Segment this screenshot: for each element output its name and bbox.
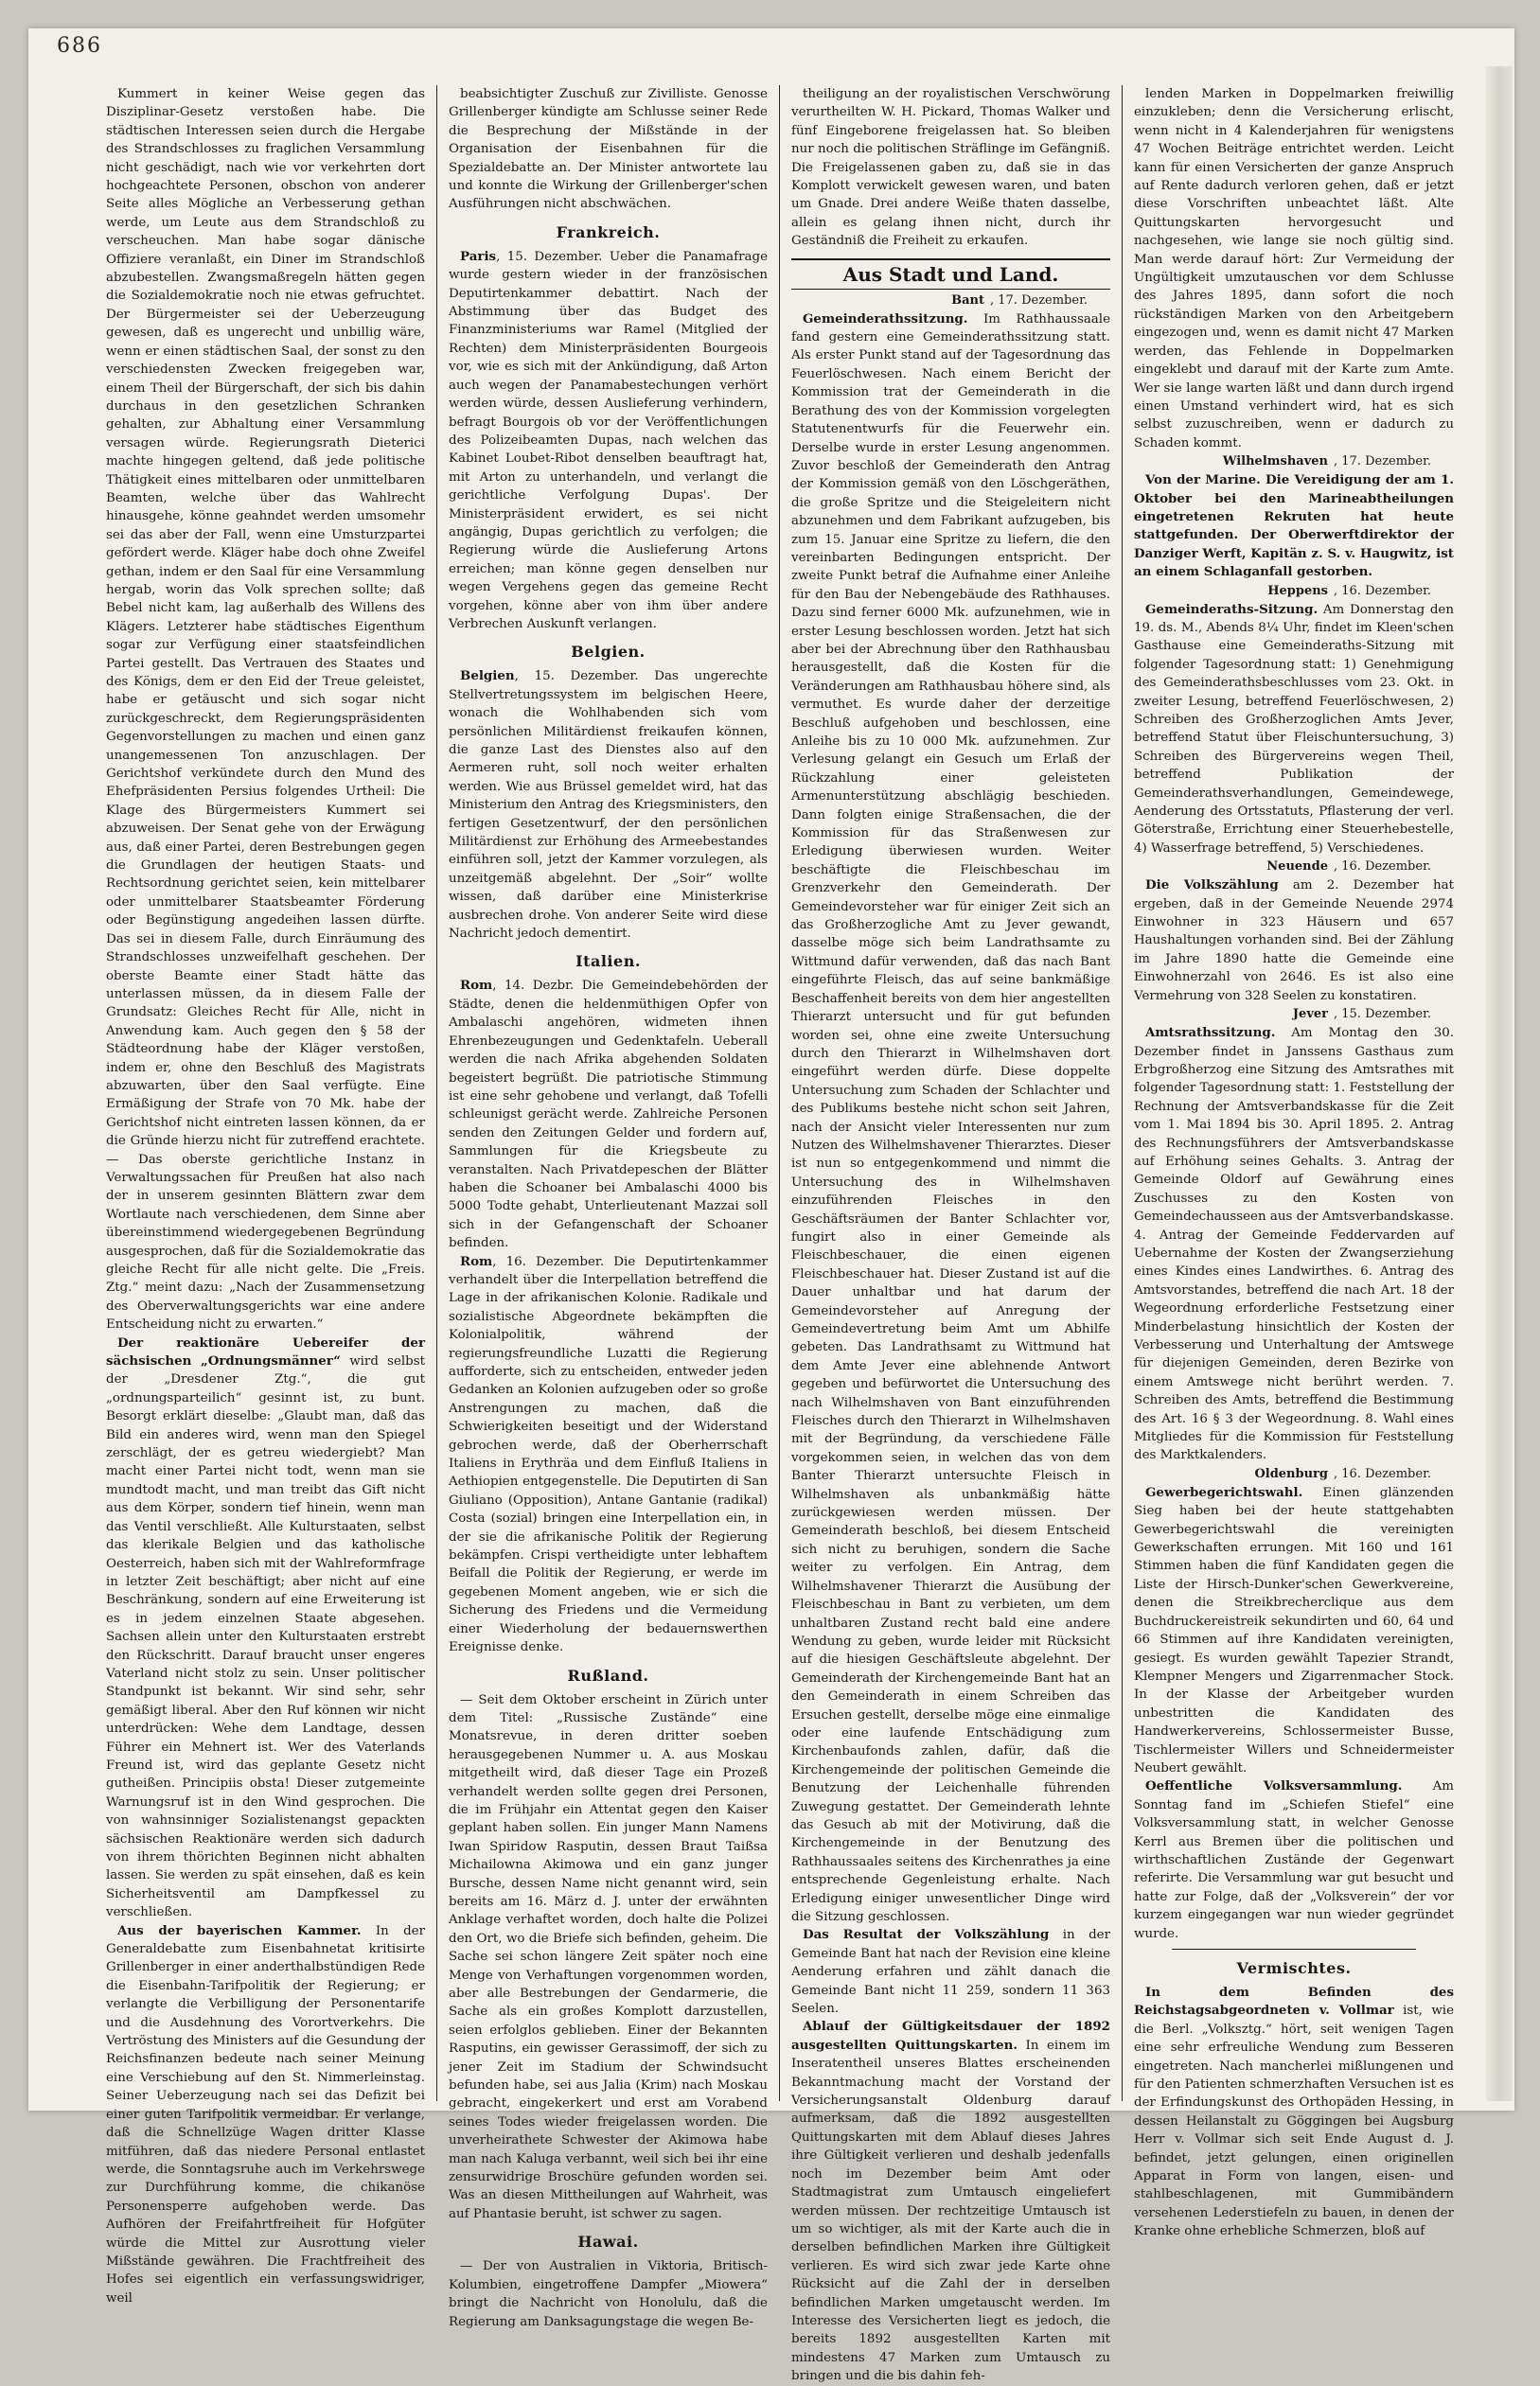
article-body: in der Gemeinde Bant hat nach der Revision eine kleine Aenderung erfahren und zählt danach die Gemeinde Bant nicht 11 259, sondern 11 363 Seelen. xyxy=(791,1928,1110,2017)
article-paragraph: theiligung an der royalistischen Verschwörung verurtheilten W. H. Pickard, Thomas Walker und fünf Eingeborene freigelassen hat. So bleiben nur noch die politischen Sträflinge im Gefängniß. Die Freigelassenen gaben zu, daß sie in das Komplott verwickelt gewesen waren, und baten um Gnade. Drei andere Weiße thaten dasselbe, allein es gelang ihnen nicht, durch ihr Geständniß die Freiheit zu erkaufen. xyxy=(791,87,1110,249)
dateline: Paris xyxy=(460,248,497,264)
article-body: Am Donnerstag den 19. ds. M., Abends 8¼ Uhr, findet im Kleen'schen Gasthause eine Gemeinderaths-Sitzung mit folgender Tagesordnung statt: 1) Genehmigung des Gemeinderathsbeschlusses vom 23. Okt. in zweiter Lesung, betreffend Feuerlöschwesen, 2) Schreiben des Großherzoglichen Amts Jever, betreffend Statut über Fleischuntersuchung, 3) Schreiben des Bürgervereins wegen Theil, betreffend Publikation der Gemeinderathsverhandlungen, Gemeindewege, Aenderung des Ortsstatuts, Pflasterung der verl. Göterstraße, Errichtung einer Steuerhebestelle, 4) Wasserfrage betreffend, 5) Verschiedenes. xyxy=(1134,602,1454,856)
article-paragraph: lenden Marken in Doppelmarken freiwillig einzukleben; denn die Versicherung erlischt, wenn nicht in 4 Kalenderjahren für wenigstens 47 Wochen Beiträge entrichtet werden. Leicht kann für einen Versicherten der ganze Anspruch auf Rente dadurch verloren gehen, daß er jetzt diese Vorschriften unbeachtet läßt. Alte Quittungskarten hervorgesucht und nachgesehen, wie lange sie noch gültig sind. Man werde darauf hört: Zur Vermeidung der Ungültigkeit umzutauschen vor dem Schlusse des Jahres 1895, dann sofort die noch rückständigen Marken von den Arbeitgebern eingezogen und, wenn es damit nicht 47 Marken werden, das Fehlende in Doppelmarken eingeklebt und darauf mit der Karte zum Amte. Wer sie lange warten läßt und dann durch irgend einen Umstand verhindert wird, hat es sich selbst zuzuschreiben, wenn er dadurch zu Schaden kommt. xyxy=(1134,87,1454,451)
article-lead: Ablauf der Gültigkeitsdauer der 1892 ausgestellten Quittungskarten. xyxy=(791,2019,1110,2053)
article-paragraph xyxy=(106,1334,425,1922)
section-divider xyxy=(1172,1949,1416,1950)
section-heading-france: Frankreich. xyxy=(556,222,661,241)
article-body: , 16. Dezember. Die Deputirtenkammer verhandelt über die Interpellation betreffend die Lage in der afrikanischen Kolonie. Radikale und sozialistische Abgeordnete bekämpften die Kolonialpolitik, während der regierungsfreundliche Luzatti die Regierung aufforderte, sich zu entscheiden, entweder jeden Gedanken an Kolonien aufzugeben oder so große Anstrengungen zu machen, daß die Schwierigkeiten beseitigt und der Widerstand gebrochen werde, daß der Oberherrschaft Italiens in Erythräa und dem Einfluß Italiens in Aethiopien entgegenstelle. Die Deputirten di San Giuliano (Opposition), Antane Gantanie (radikal) Costa (sozial) bringen eine Interpellation ein, in der sie die afrikanische Politik der Regierung bekämpfen. Crispi vertheidigte unter lebhaftem Beifall die Politik der Regierung, er werde im gegebenen Moment angeben, wie er sich die Sicherung des Friedens und die Vermeidung einer Wiederholung der bedauernswerthen Ereignisse denke. xyxy=(449,1254,768,1655)
column-4 xyxy=(1123,85,1465,2239)
article-paragraph xyxy=(1134,471,1454,581)
article-paragraph: beabsichtigter Zuschuß zur Zivilliste. Genosse Grillenberger kündigte am Schlusse seiner Rede die Besprechung der Mißstände in der Organisation der Eisenbahnen für die Spezialdebatte an. Der Minister antwortete lau und konnte die Wirkung der Grillenberger'schen Ausführungen nicht abschwächen. xyxy=(449,87,768,212)
article-paragraph xyxy=(1134,1024,1454,1465)
article-body: Einen glänzenden Sieg haben bei der heute stattgehabten Gewerbegerichtswahl die vereinigten Gewerkschaften errungen. Mit 160 und 161 Stimmen haben die fünf Kandidaten gegen die Liste der Hirsch-Dunker'schen Gewerkvereine, denen die Streikbrecherclique aus dem Buchdruckereistreik sekundirten und 60, 64 und 66 Stimmen auf ihre Kandidaten vereinigten, gesiegt. Es wurden gewählt Tapezier Strandt, Klempner Mengers und Zigarrenmacher Stock. In der Klasse der Arbeitgeber wurden unbestritten die Kandidaten des Handwerkervereins, Schlossermeister Busse, Tischlermeister Willers und Schneidermeister Neubert gewählt. xyxy=(1134,1485,1454,1776)
section-heading-italy: Italien. xyxy=(575,952,641,971)
article-body: In der Generaldebatte zum Eisenbahnetat kritisirte Grillenberger in einer anderthalbstündigen Rede die Eisenbahn-Tarifpolitik der Regierung; er verlangte die Verbilligung der Personentarife und die Ausdehnung des Vorortverkehrs. Die Vertröstung des Ministers auf die Gesundung der Reichsfinanzen bedeute nach seiner Meinung eine Verschiebung auf den St. Nimmerleinstag. Seiner Ueberzeugung nach sei das Defizit bei einer guten Tarifpolitik vermeidbar. Er verlange, daß die Schnellzüge Wagen dritter Klasse mitführen, daß das niedere Personal entlastet werde, die Sonntagsruhe auch im Verkehrswege zur Durchführung komme, die chikanöse Personensperre aufgehoben werde. Das Aufhören der Freifahrtfreiheit für Hofgüter würde die Mittel zur Ausrottung vieler Mißstände gewähren. Die Frachtfreiheit des Hofes sei eigentlich ein verfassungswidriger, weil xyxy=(106,1923,425,2306)
article-paragraph xyxy=(449,248,768,634)
article-body: Im Rathhaussaale fand gestern eine Gemeinderathssitzung statt. Als erster Punkt stand auf der Tagesordnung das Feuerlöschwesen. Nach einem Bericht der Kommission trat der Gemeinderath in die Berathung des von der Kommission vorgelegten Statutenentwurfs für die Feuerwehr ein. Derselbe wurde in erster Lesung angenommen. Zuvor beschloß der Gemeinderath den Antrag der Kommission gemäß von den Löschgeräthen, die große Spritze und die Steigeleitern nicht abzunehmen und dem Fabrikant aufzugeben, bis zum 15. Januar eine Spritze zu liefern, die den vereinbarten Bedingungen entspricht. Der zweite Punkt betraf die Aufnahme einer Anleihe für den Bau der Nebengebäude des Rathhauses. Dazu sind ferner 6000 Mk. aufzunehmen, wie in erster Lesung beschlossen worden. Jetzt hat sich aber bei der Abrechnung über den Rathhausbau herausgestellt, daß die Kosten für die Veränderungen am Rathhausbau höhere sind, als vermuthet. Es wurde daher der derzeitige Beschluß aufgehoben und beschlossen, eine Anleihe bis zu 10 000 Mk. aufzunehmen. Zur Verlesung gelangt ein Gesuch um Erlaß der Rückzahlung einer geleisteten Armenunterstützung abschlägig beschieden. Dann folgten einige Straßensachen, die der Kommission für das Straßenwesen zur Erledigung überwiesen wurden. Weiter beschäftigte die Fleischbeschau im Grenzverkehr den Gemeinderath. Der Gemeindevorsteher war für einiger Zeit sich an das Großherzogliche Amt zu Jever gewandt, dasselbe möge sich beim Landrathsamte zu Wittmund dafür verwenden, daß das nach Bant eingeführte Fleisch, das auf seine bankmäßige Beschaffenheit bereits von dem hier angestellten Thierarzt untersucht und für gut befunden worden sei, ohne eine zweite Untersuchung durch den Thierarzt in Wilhelmshaven dort eingeführt werden dürfe. Diese doppelte Untersuchung zum Schaden der Schlachter und des Publikums bestehe nicht schon seit Jahren, nach der Ansicht vieler Interessenten nur zum Nutzen des Wilhelmshavener Thierarztes. Dieser ist nun so entgegenkommend und nimmt die Untersuchung des in Wilhelmshaven einzuführenden Fleisches in den Geschäftsräumen der Banter Schlachter vor, fungirt also in einer Gemeinde als Fleischbeschauer, die einen eigenen Fleischbeschauer hat. Dieser Zustand ist auf die Dauer unhaltbar und hat darum der Gemeindevorsteher auf Anregung der Gemeindevertretung beim Amt um Abhilfe gebeten. Das Landrathsamt zu Wittmund hat dem Amte Jever eine ablehnende Antwort gegeben und befürwortet die Untersuchung des nach Wilhelmshaven von Bant einzuführenden Fleisches durch den Thierarzt in Wilhelmshaven mit der Begründung, da verschiedene Fälle vorgekommen seien, in welchen das von dem Banter Thierarzt untersuchte Fleisch in Wilhelmshaven als unbankmäßig hätte zurückgewiesen werden müssen. Der Gemeinderath beschloß, bei diesem Entscheid sich nicht zu beruhigen, sondern die Sache weiter zu verfolgen. Ein Antrag, dem Wilhelmshavener Thierarzt die Ausübung der Fleischbeschau in Bant zu verbieten, um dem unhaltbaren Zustand recht bald eine andere Wendung zu geben, wurde leider mit Rücksicht auf die hiesigen Geschäftsleute abgelehnt. Der Gemeinderath der Kirchengemeinde Bant hat an den Gemeinderath in einem Schreiben das Ersuchen gestellt, derselbe möge eine einmalige oder eine laufende Entschädigung zum Kirchenbaufonds zahlen, dafür, daß die Kirchengemeinde der politischen Gemeinde die Benutzung der Leichenhalle führenden Zuwegung gestattet. Der Gemeinderath lehnte das Gesuch ab mit der Motivirung, daß die Kirchengemeinde in der Benutzung des Rathhaussaales seitens des Kirchenrathes ja eine entsprechende Gegenleistung erhalte. Nach Erledigung einiger unwesentlicher Dinge wird die Sitzung geschlossen. xyxy=(791,311,1110,1924)
dateline xyxy=(1134,857,1454,876)
article-lead: Von der Marine. xyxy=(1145,472,1261,488)
dateline xyxy=(1134,1465,1454,1484)
article-paragraph: — Seit dem Oktober erscheint in Zürich unter dem Titel: „Russische Zustände“ eine Monatsrevue, in deren dritter soeben herausgegebenen Nummer u. A. aus Moskau mitgetheilt wird, daß dieser Tage ein Prozeß verhandelt werden sollte gegen drei Personen, die im Frühjahr ein Attentat gegen den Kaiser geplant haben sollen. Ein junger Mann Namens Iwan Spiridow Rasputin, dessen Braut Taißsa Michailowna Akimowa und ein ganz junger Bursche, dessen Name nicht genannt wird, sein bereits am 16. März d. J. unter der erwähnten Anklage verhaftet worden, doch halte die Polizei den Ort, wo die Briefe sich befinden, geheim. Die Sache sei schon längere Zeit später noch eine Menge von Verhaftungen vorgenommen worden, aber alle Bestrebungen der Gendarmerie, die Sache als ein großes Komplott darzustellen, seien erfolglos geblieben. Einer der Bekannten Rasputins, ein gewisser Gerassimoff, der sich zu jener Zeit im Stadium der Schwindsucht befunden habe, sei aus Jalia (Krim) nach Moskau gebracht, eingekerkert und erst am Vorabend seines Todes wieder freigelassen worden. Die unverheirathete Schwester der Akimowa habe man nach Kaluga verbannt, weil sich bei ihr eine zensurwidrige Broschüre gefunden worden sei. Was an diesen Mittheilungen auf Wahrheit, was auf Phantasie beruht, ist schwer zu sagen. xyxy=(449,1692,768,2221)
article-paragraph xyxy=(449,667,768,943)
article-paragraph xyxy=(1134,1777,1454,1943)
article-body: am 2. Dezember hat ergeben, daß in der Gemeinde Neuende 2974 Einwohner in 323 Häusern und 657 Haushaltungen vorhanden sind. Bei der Zählung im Jahre 1890 hatte die Gemeinde eine Einwohnerzahl von 2646. Es ist also eine Vermehrung von 328 Seelen zu konstatiren. xyxy=(1134,878,1455,1003)
article-paragraph xyxy=(791,2018,1110,2385)
article-paragraph xyxy=(1134,601,1454,858)
article-body: , 14. Dezbr. Die Gemeindebehörden der Städte, denen die heldenmüthigen Opfer von Ambalaschi angehören, widmeten ihnen Ehrenbezeugungen und Gedenktafeln. Ueberall werden die nach Afrika abgehenden Soldaten begeistert begrüßt. Die patriotische Stimmung ist eine sehr gehobene und verlangt, daß Tofelli schleunigst gerächt werde. Zahlreiche Personen senden den Zeitungen Gelder und fordern auf, Sammlungen für die Kriegsbeute zu veranstalten. Nach Privatdepeschen der Blätter haben die Schoaner bei Ambalaschi 4000 bis 5000 Todte gehabt, Unterlieutenant Mazzai soll sich in der Gefangenschaft der Schoaner befinden. xyxy=(449,979,768,1251)
article-body: Am Montag den 30. Dezember findet in Janssens Gasthaus zum Erbgroßherzog eine Sitzung des Amtsrathes mit folgender Tagesordnung statt: 1. Feststellung der Rechnung der Amtsverbandskasse für die Zeit vom 1. Mai 1894 bis 30. April 1895. 2. Antrag des Rechnungsführers der Amtsverbandskasse auf Erhöhung seines Gehalts. 3. Antrag der Gemeinde Oldorf auf Gewährung eines Zuschusses zu den Kosten von Gemeindechausseen aus der Amtsverbandskasse. 4. Antrag der Gemeinde Feddervarden auf Uebernahme der Kosten der Zwangserziehung eines Kindes eines Landwirthes. 6. Antrag des Amtsvorstandes, betreffend die nach Art. 18 der Wegeordnung erforderliche Festsetzung einer Minderbelastung hinsichtlich der Kosten der Verbesserung und Unterhaltung der Amtswege für diejenigen Gemeinden, deren Bezirke von einem Amtswege nicht berührt werden. 7. Schreiben des Amts, betreffend die Bestimmung des Art. 16 § 3 der Wegeordnung. 8. Wahl eines Mitgliedes für die Kommission für Feststellung des Marktkalenders. xyxy=(1134,1026,1454,1463)
article-lead: Der reaktionäre Uebereifer der sächsischen „Ordnungsmänner“ xyxy=(106,1334,425,1370)
section-heading-misc: Vermischtes. xyxy=(1236,1959,1352,1977)
dateline-place: Jever xyxy=(1292,1007,1328,1022)
dateline xyxy=(791,292,1110,310)
dateline: Belgien xyxy=(460,668,515,684)
dateline-place: Heppens xyxy=(1267,583,1328,598)
section-heading-russia: Rußland. xyxy=(567,1666,649,1685)
text-columns xyxy=(95,85,1481,2384)
section-heading-belgium: Belgien. xyxy=(571,643,646,662)
dateline xyxy=(1134,1005,1454,1024)
dateline-place: Wilhelmshaven xyxy=(1222,454,1328,469)
article-lead: Das Resultat der Volkszählung xyxy=(803,1927,1050,1943)
article-paragraph: — Der von Australien in Viktoria, Britisch-Kolumbien, eingetroffene Dampfer „Miowera“ bringt die Nachricht von Honolulu, daß die Regierung am Danksagungstage die wegen Be- xyxy=(449,2259,768,2329)
section-title: Aus Stadt und Land. xyxy=(791,258,1110,290)
column-1 xyxy=(95,85,437,2306)
article-paragraph xyxy=(449,977,768,1252)
dateline-date: , 15. Dezember. xyxy=(1334,1007,1431,1022)
dateline-place: Oldenburg xyxy=(1254,1466,1328,1481)
article-body: ist, wie die Berl. „Volksztg.“ hört, seit wenigen Tagen eine sehr erfreuliche Wendung zum Besseren eingetreten. Nach mancherlei mißlungenen und für den Patienten schmerzhaften Versuchen ist es der Erfindungskunst des Orthopäden Hessing, in dessen Heilanstalt zu Göggingen bei Augsburg Herr v. Vollmar sich seit Ende August d. J. befindet, jetzt gelungen, einen originellen Apparat in Form von langen, eisen- und stahlbeschlagenen, mit Gummibändern versehenen Lederstiefeln zu bauen, in denen der Kranke ohne erhebliche Schmerzen, bloß auf xyxy=(1134,2004,1455,2239)
article-body: , 15. Dezember. Das ungerechte Stellvertretungssystem im belgischen Heere, wonach die Wohlhabenden sich vom persönlichen Militärdienst freikaufen können, die ganze Last des Dienstes also auf den Aermeren ruht, soll noch weiter erhalten werden. Wie aus Brüssel gemeldet wird, hat das Ministerium den Antrag des Kriegsministers, den fertigen Gesetzentwurf, der den persönlichen Militärdienst zur Erhöhung des Armeebestandes einführen soll, jetzt der Kammer vorzulegen, als unzeitgemäß abgelehnt. Der „Soir“ wollte wissen, daß darüber eine Ministerkrise ausbrechen drohe. Von anderer Seite wird diese Nachricht jedoch dementirt. xyxy=(449,669,768,942)
binding-edge xyxy=(1486,66,1513,2101)
article-body: Am Sonntag fand im „Schiefen Stiefel“ eine Volksversammlung statt, in welcher Genosse Kerrl aus Bremen über die politischen und wirthschaftlichen Zustände der Gegenwart referirte. Die Versammlung war gut besucht und hatte zur Folge, daß der „Volksverein“ der vor kurzem eingegangen war nun wieder gegründet wurde. xyxy=(1134,1779,1454,1941)
section-heading-hawaii: Hawai. xyxy=(577,2233,639,2252)
article-lead: Gewerbegerichtswahl. xyxy=(1145,1484,1303,1500)
column-3 xyxy=(780,85,1123,2384)
newspaper-page xyxy=(28,28,1514,2384)
article-paragraph xyxy=(791,310,1110,1927)
article-paragraph xyxy=(791,1926,1110,2018)
dateline-place: Neuende xyxy=(1266,859,1328,875)
article-paragraph xyxy=(106,1922,425,2308)
column-2 xyxy=(437,85,780,2329)
article-paragraph xyxy=(1134,876,1454,1005)
article-body: Die Vereidigung der am 1. Oktober bei den Marineabtheilungen eingetretenen Rekruten hat heute stattgefunden. Der Oberwerftdirektor der Danziger Werft, Kapitän z. S. v. Haugwitz, ist an einem Schlaganfall gestorben. xyxy=(1134,472,1454,580)
article-lead: Gemeinderathssitzung. xyxy=(803,310,968,327)
dateline-date: , 16. Dezember. xyxy=(1334,583,1431,598)
article-lead: Gemeinderaths-Sitzung. xyxy=(1145,601,1319,617)
dateline: Rom xyxy=(460,978,493,994)
article-paragraph xyxy=(1134,1984,1454,2241)
article-lead: Amtsrathssitzung. xyxy=(1145,1025,1276,1041)
dateline: Rom xyxy=(460,1253,493,1269)
article-body: wird selbst der „Dresdener Ztg.“, die gut „ordnungsparteilich“ gesinnt ist, zu bunt. Besorgt erklärt dieselbe: „Glaubt man, daß das Bild ein anderes wird, wenn man den Spiegel zerschlägt, der es getreu wiedergiebt? Man macht einer Partei nicht todt, wenn man sie mundtodt macht, und man treibt das Gift nicht aus dem Körper, sondern tief hinein, wenn man das Ventil verschließt. Alle Kulturstaaten, selbst das klerikale Belgien und das katholische Oesterreich, haben sich mit der Wahlreformfrage in letzter Zeit beschäftigt; aber nicht auf eine Beschränkung, sondern auf eine Erweiterung ist es in jedem einzelnen Staate abgesehen. Sachsen allein unter den Kulturstaaten erstrebt den Rückschritt. Darauf braucht unser engeres Vaterland nicht stolz zu sein. Unser politischer Standpunkt ist bekannt. Wir sind sehr, sehr gemäßigt liberal. Aber den Ruf können wir nicht unterdrücken: Wehe dem Landtage, dessen Führer ein Mehnert ist. Wer des Vaterlands Freund ist, wird das geplante Gesetz nicht gutheißen. Principiis obsta! Dieser zutgemeinte Warnungsruf ist in den Wind gesprochen. Die von wahnsinniger Sozialistenangst gepackten sächsischen Reaktionäre werden sich dadurch von ihrem thörichten Beginnen nicht abhalten lassen. Sie werden zu spät einsehen, daß es kein Sicherheitsventil am Dampfkessel zu verschließen. xyxy=(106,1354,425,1920)
dateline-date: , 17. Dezember. xyxy=(990,292,1088,308)
dateline xyxy=(1134,582,1454,601)
dateline-date: , 16. Dezember. xyxy=(1334,1466,1431,1481)
article-lead: In dem Befinden des Reichstagsabgeordneten v. Vollmar xyxy=(1134,1985,1454,2019)
dateline-place: Bant xyxy=(951,292,984,308)
article-paragraph xyxy=(449,1253,768,1657)
dateline-date: , 16. Dezember. xyxy=(1334,859,1431,875)
article-body: , 15. Dezember. Ueber die Panamafrage wurde gestern wieder in der französischen Deputirtenkammer debattirt. Nach der Abstimmung über das Budget des Finanzministeriums war Ramel (Mitglied der Rechten) dem Ministerpräsidenten Bourgeois vor, wie es sich mit der Ankündigung, daß Arton auch wegen der Panamabestechungen verhört werden würde, dessen Auslieferung verhindern, befragt Bourgois ob vor der Veröffentlichungen des Polizeibeamten Dupas, nach welchen das Kabinet Loubet-Ribot denselben beauftragt hat, mit Arton zu unterhandeln, und verlangt die gerichtliche Verfolgung Dupas'. Der Ministerpräsident erwidert, es sei nicht angängig, Dupas gerichtlich zu verfolgen; die Regierung würde die Auslieferung Artons erreichen; man könne gegen denselben nur wegen Vergehens gegen das gemeine Recht vorgehen, könne aber von ihm über andere Verbrechen Auskunft verlangen. xyxy=(449,249,768,631)
article-lead: Aus der bayerischen Kammer. xyxy=(117,1922,362,1938)
dateline xyxy=(1134,452,1454,471)
article-paragraph xyxy=(1134,1484,1454,1778)
article-lead: Oeffentliche Volksversammlung. xyxy=(1145,1778,1403,1794)
article-paragraph: Kummert in keiner Weise gegen das Disziplinar-Gesetz verstoßen habe. Die städtischen Interessen seien durch die Hergabe des Strandschlosses zu fraglichen Versammlung nicht geschädigt, nach wie vor verkehrten dort hochgeachtete Personen, obschon von anderer Seite alles Mögliche an Verbesserung gethan werde, um Leute aus dem Strandschloß zu verscheuchen. Man habe sogar dänische Offiziere veranlaßt, ein Diner im Strandschloß abzubestellen. Zwangsmaßregeln hätten gegen die Sozialdemokratie noch nie etwas gefruchtet. Der Bürgermeister sei der Ueberzeugung gewesen, daß es ungerecht und unbillig wäre, wenn er einen städtischen Saal, der sonst zu den verschiedensten Zwecken freigegeben war, einem Theil der Bürgerschaft, der sich bis dahin durchaus in den gesetzlichen Schranken gehalten, zur Abhaltung einer Versammlung versagen würde. Regierungsrath Dieterici machte hingegen geltend, daß jede politische Thätigkeit eines mittelbaren oder unmittelbaren Beamten, welche über das Wahlrecht hinausgehe, könne geahndet werden umsomehr sei das aber der Fall, wenn eine Umsturzpartei gefördert werde. Kläger habe doch ohne Zweifel gethan, indem er den Saal für eine Versammlung hergab, worin das Volk sprechen sollte; daß Bebel nicht kam, lag außerhalb des Willens des Klägers. Letzterer habe städtisches Eigenthum sogar zur Verfügung einer staatsfeindlichen Partei gestellt. Das Vertrauen des Staates und des Königs, dem er den Eid der Treue geleistet, habe er getäuscht und sich sogar nicht zurückgeschreckt, dem Regierungspräsidenten Gegenvorstellungen zu machen und einen ganz unangemessenen Ton anzuschlagen. Der Gerichtshof verkündete durch den Mund des Ehefpräsidenten Persius folgendes Urtheil: Die Klage des Bürgermeisters Kummert sei abzuweisen. Der Senat gehe von der Erwägung aus, daß einer Partei, deren Bestrebungen gegen die Grundlagen der heutigen Staats- und Rechtsordnung gerichtet seien, kein mittelbarer oder unmittelbarer Staatsbeamter Förderung oder Begünstigung angedeihen lassen dürfte. Das sei in diesem Falle, durch Einräumung des Strandschlosses unzweifelhaft geschehen. Der oberste Beamte einer Stadt hätte das unterlassen müssen, da in diesem Falle der Grundsatz: Gleiches Recht für Alle, nicht in Anwendung kam. Auch gegen den § 58 der Städteordnung habe der Kläger verstoßen, indem er, ohne den Beschluß des Magistrats abzuwarten, über den Saal verfügte. Eine Ermäßigung der Strafe von 70 Mk. habe der Gerichtshof nicht eintreten lassen können, da er die Gründe hierzu nicht für zutreffend erachtete. — Das oberste gerichtliche Instanz in Verwaltungssachen für Preußen hat also nach der in unserem gesinnten Blättern zwar dem Wortlaute nach verschiedenen, dem Sinne aber übereinstimmend wiedergegebenen Begründung ausgesprochen, daß für die Sozialdemokratie das gleiche Recht für alle nicht gelte. Die „Freis. Ztg.“ meint dazu: „Nach der Zusammensetzung des Oberverwaltungsgerichts war eine andere Entscheidung nicht zu erwarten.“ xyxy=(106,87,425,1333)
article-lead: Die Volkszählung xyxy=(1145,877,1279,893)
dateline-date: , 17. Dezember. xyxy=(1334,454,1431,469)
article-body: In einem im Inseratentheil unseres Blattes erscheinenden Bekanntmachung macht der Vorstand der Versicherungsanstalt Oldenburg darauf aufmerksam, daß die 1892 ausgestellten Quittungskarten mit dem Ablauf dieses Jahres ihre Gültigkeit verlieren und deshalb jedenfalls noch im Dezember beim Amt oder Stadtmagistrat zum Umtausch eingeliefert werden müssen. Der rechtzeitige Umtausch ist um so wichtiger, als mit der Karte auch die in derselben befindlichen Marken ihre Gültigkeit verlieren. Es wird sich zwar jede Karte ohne Rücksicht auf die Zahl der in derselben befindlichen Marken umgetauscht werden. Im Interesse des Versicherten liegt es jedoch, die bereits 1892 ausgestellten Karten mit mindestens 47 Marken zum Umtausch zu bringen und die bis dahin feh- xyxy=(791,2038,1110,2384)
page-number: 686 xyxy=(57,34,102,58)
